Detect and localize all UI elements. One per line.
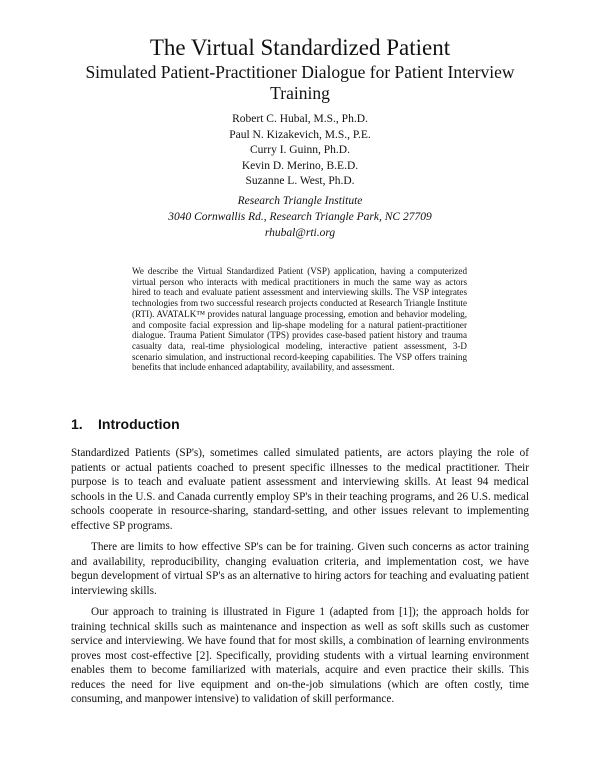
author-name: Kevin D. Merino, B.E.D. xyxy=(241,159,359,172)
body-paragraph: Our approach to training is illustrated in Figure 1 (adapted from [1]); the approach holds for training technical skills such as maintenance and inspection as well as soft skills such as customer service and interviewing. We have found that for most skills, a combination of learning environments proves most cost-effective [2]. Specifically, providing students with a virtual learning environment enables them to become familiarized with materials, acquire and even practice their skills. This reduces the need for live equipment and on-the-job simulations (which are often costly, time consuming, and manpower intensive) to validation of skill performance. xyxy=(71,606,529,705)
section-number: 1. xyxy=(71,416,83,432)
section-title: Introduction xyxy=(98,416,180,432)
paper-subtitle: Simulated Patient-Practitioner Dialogue for Patient Interview Training xyxy=(85,62,515,103)
author-name: Paul N. Kizakevich, M.S., P.E. xyxy=(229,128,371,141)
author-name: Robert C. Hubal, M.S., Ph.D. xyxy=(232,113,368,125)
body-paragraph: Standardized Patients (SP's), sometimes called simulated patients, are actors playing the role of patients or actual patients coached to present specific illnesses to the medical practitioner. Their purpose is to teach and evaluate patient assessment and interviewing skills. At least 94 medical schools in the U.S. and Canada currently employ SP's in their teaching programs, and 26 U.S. medical schools cooperate in resource-sharing, standard-setting, and other issues relevant to implementing effective SP programs. xyxy=(71,447,529,532)
affiliation-block xyxy=(0,194,600,241)
affiliation-institute: Research Triangle Institute xyxy=(237,195,363,207)
body-paragraph: There are limits to how effective SP's can be for training. Given such concerns as actor training and availability, reproducibility, changing evaluation criteria, and implementation cost, we have begun development of virtual SP's as an alternative to hiring actors for teaching and evaluating patient interviewing skills. xyxy=(71,541,529,597)
author-list xyxy=(0,112,600,190)
author-name: Curry I. Guinn, Ph.D. xyxy=(250,144,350,157)
paper-title: The Virtual Standardized Patient xyxy=(149,35,451,60)
author-name: Suzanne L. West, Ph.D. xyxy=(245,175,355,188)
section-heading xyxy=(71,415,180,433)
affiliation-address: 3040 Cornwallis Rd., Research Triangle Park, NC 27709 xyxy=(168,210,432,223)
affiliation-email: rhubal@rti.org xyxy=(264,226,336,239)
abstract-text: We describe the Virtual Standardized Patient (VSP) application, having a computerized virtual person who interacts with medical practitioners in much the same way as actors hired to teach and evaluate patient assessment and interviewing skills. The VSP integrates technologies from two successful research projects conducted at Research Triangle Institute (RTI). AVATALK™ provides natural language processing, emotion and behavior modeling, and composite facial expression and lip-shape modeling for a natural patient-practitioner dialogue. Trauma Patient Simulator (TPS) provides case-based patient history and trauma casualty data, real-time physiological modeling, interactive patient assessment, 3-D scenario simulation, and instructional record-keeping capabilities. The VSP offers training benefits that include enhanced adaptability, availability, and assessment. xyxy=(132,266,467,373)
